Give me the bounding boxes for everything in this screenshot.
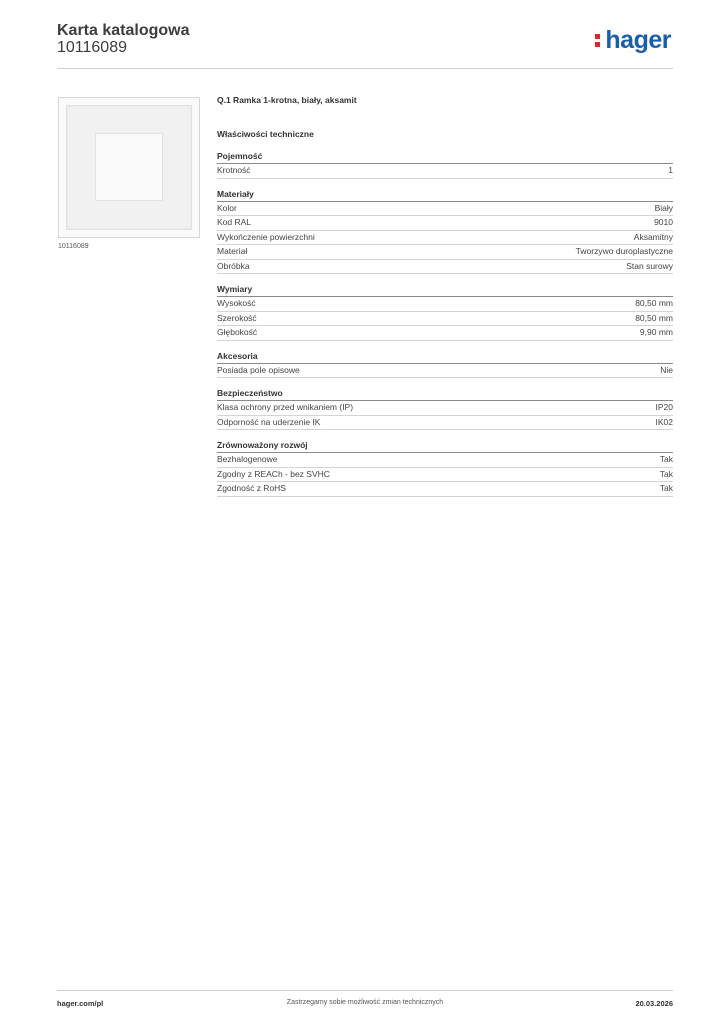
spec-row: [217, 401, 673, 416]
spec-row: [217, 326, 673, 341]
spec-group: [217, 351, 673, 379]
spec-label: Wysokość: [217, 298, 256, 308]
spec-value: 1: [668, 165, 673, 175]
spec-label: Krotność: [217, 165, 251, 175]
spec-value: Tak: [659, 454, 673, 464]
spec-value: IP20: [655, 402, 673, 412]
spec-label: Wykończenie powierzchni: [217, 231, 315, 242]
spec-row: [217, 164, 673, 179]
spec-value: Tak: [659, 483, 673, 493]
image-caption: 10116089: [58, 243, 89, 250]
page-footer: [57, 990, 673, 1015]
spec-group-title: Bezpieczeństwo: [217, 388, 673, 401]
spec-group: [217, 284, 673, 341]
spec-label: Odporność na uderzenie IK: [217, 416, 321, 427]
spec-row: [217, 416, 673, 431]
spec-row: [217, 245, 673, 260]
logo-dot-icon: [595, 42, 600, 47]
spec-row: [217, 231, 673, 246]
spec-label: Klasa ochrony przed wnikaniem (IP): [217, 402, 354, 412]
spec-group-title: Akcesoria: [217, 351, 673, 364]
footer-website: hager.com/pl: [57, 999, 104, 1008]
spec-content: [217, 95, 673, 497]
spec-group-title: Wymiary: [217, 284, 673, 297]
document-number: 10116089: [57, 39, 127, 56]
spec-value: 9,90 mm: [639, 327, 673, 337]
spec-label: Kod RAL: [217, 217, 252, 227]
spec-group-title: Zrównoważony rozwój: [217, 440, 673, 453]
document-title: Karta katalogowa: [57, 22, 190, 39]
frame-opening: [95, 133, 163, 201]
spec-label: Zgodność z RoHS: [217, 483, 286, 493]
spec-row: [217, 202, 673, 217]
spec-group-title: Pojemność: [217, 151, 673, 164]
spec-row: [217, 453, 673, 468]
spec-label: Posiada pole opisowe: [217, 364, 300, 375]
spec-group: [217, 388, 673, 430]
logo-text: hager: [605, 26, 671, 54]
spec-group-title: Materiały: [217, 189, 673, 202]
spec-groups: [217, 151, 673, 497]
spec-row: [217, 468, 673, 483]
spec-label: Zgodny z REACh - bez SVHC: [217, 468, 330, 479]
product-image: [58, 97, 200, 238]
spec-label: Kolor: [217, 202, 237, 213]
spec-value: 80,50 mm: [635, 298, 673, 308]
spec-group: [217, 151, 673, 179]
spec-row: [217, 364, 673, 379]
spec-value: IK02: [655, 416, 673, 427]
spec-value: Stan surowy: [626, 260, 673, 271]
spec-value: Nie: [660, 364, 673, 375]
spec-value: Aksamitny: [633, 231, 673, 242]
spec-row: [217, 297, 673, 312]
spec-value: Tak: [659, 468, 673, 479]
spec-label: Głębokość: [217, 327, 258, 337]
spec-label: Materiał: [217, 246, 248, 256]
spec-value: Biały: [654, 202, 673, 213]
footer-date: 20.03.2026: [635, 999, 673, 1008]
spec-value: 80,50 mm: [635, 312, 673, 323]
spec-row: [217, 216, 673, 231]
spec-value: 9010: [654, 217, 673, 227]
spec-value: Tworzywo duroplastyczne: [575, 246, 673, 256]
spec-label: Bezhalogenowe: [217, 454, 278, 464]
spec-group: [217, 189, 673, 275]
hager-logo: [593, 26, 673, 56]
spec-label: Obróbka: [217, 260, 250, 271]
product-title: Q.1 Ramka 1-krotna, biały, aksamit: [217, 95, 357, 105]
section-title: Właściwości techniczne: [217, 129, 314, 139]
spec-row: [217, 260, 673, 275]
footer-disclaimer: Zastrzegamy sobie możliwość zmian technicznych: [286, 999, 444, 1006]
frame-outer: [66, 105, 192, 230]
spec-row: [217, 482, 673, 497]
spec-row: [217, 312, 673, 327]
spec-group: [217, 440, 673, 497]
page-header: [57, 20, 673, 69]
logo-dot-icon: [595, 34, 600, 39]
spec-label: Szerokość: [217, 312, 257, 323]
